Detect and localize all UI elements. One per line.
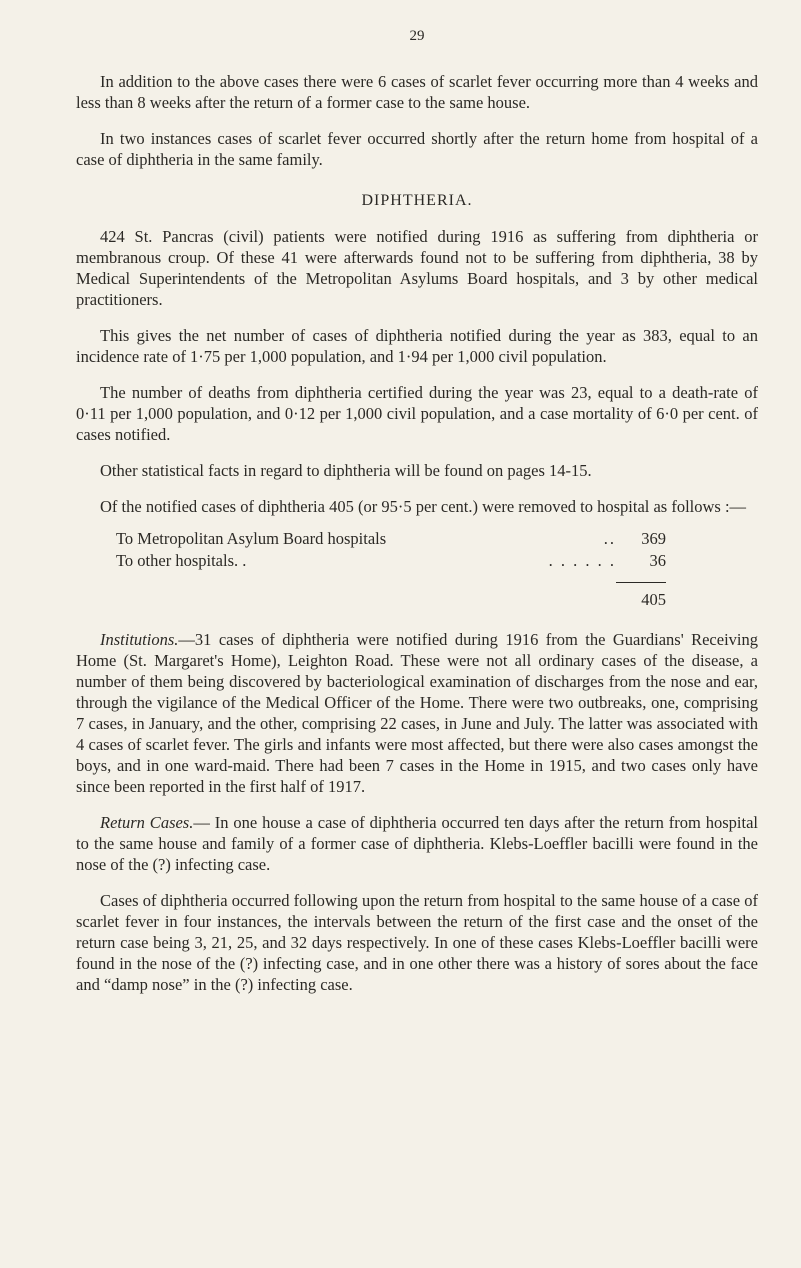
paragraph-statistics-reference: Other statistical facts in regard to diphtheria will be found on pages 14-15.: [100, 461, 592, 480]
section-heading-diphtheria: DIPHTHERIA.: [361, 192, 473, 209]
removals-table: [116, 528, 666, 611]
paragraph-scarlet-to-diphtheria: Cases of diphtheria occurred following upon the return from hospital to the same house of a case of scarlet fever in four instances, the intervals between the return of the first case and the onset of the return case being 3, 21, 25, and 32 days respectively. In one of these cases Klebs-Loeffler bacilli were found in the nose of the (?) infecting case, and in one other there was a history of sores about the face and “damp nose” in the (?) infecting case.: [76, 891, 758, 994]
removal-count: 369: [641, 529, 666, 548]
paragraph-return-cases: [76, 812, 758, 875]
document-page: [76, 28, 758, 1010]
removals-table-wrapper: [76, 528, 758, 611]
paragraph-removals-intro: Of the notified cases of diphtheria 405 (or 95·5 per cent.) were removed to hospital as follows :—: [100, 497, 747, 516]
paragraph-scarlet-after-diphtheria: In two instances cases of scarlet fever occurred shortly after the return home from hospital of a case of diphtheria in the same family.: [76, 129, 758, 169]
table-spacer: [116, 572, 666, 583]
removal-total: 405: [616, 583, 666, 612]
table-total-row: [116, 583, 666, 612]
paragraph-notifications: 424 St. Pancras (civil) patients were notified during 1916 as suffering from diphtheria or membranous croup. Of these 41 were afterwards found not to be suffering from diphtheria, 38 by Medical Superintendents of the Metropolitan Asylums Board hospitals, and 3 by other medical practitioners.: [76, 227, 758, 309]
page-number: 29: [409, 28, 425, 44]
leader-dots: . . . . . .: [548, 551, 616, 570]
return-cases-text: — In one house a case of diphtheria occurred ten days after the return from hospital to the same house and family of a former case of diphtheria. Klebs-Loeffler bacilli were found in the nose of the (?) infecting case.: [76, 813, 758, 874]
removal-destination: To other hospitals. .: [116, 551, 247, 570]
removal-destination: To Metropolitan Asylum Board hospitals: [116, 529, 387, 548]
return-cases-run-in-heading: Return Cases.: [100, 813, 194, 832]
paragraph-net-cases: This gives the net number of cases of diphtheria notified during the year as 383, equal to an incidence rate of 1·75 per 1,000 population, and 1·94 per 1,000 civil population.: [76, 326, 758, 366]
institutions-run-in-heading: Institutions.: [100, 630, 179, 649]
leader-dots: ..: [603, 529, 616, 548]
table-row: [116, 550, 666, 572]
institutions-text: —31 cases of diphtheria were notified during 1916 from the Guardians' Receiving Home (St. Margaret's Home), Leighton Road. These were not all ordinary cases of the disease, a number of them being discovered by bacteriological examination of discharges from the nose and ear, through the vigilance of the Medical Officer of the Home. There were two outbreaks, one, comprising 7 cases, in January, and the other, comprising 22 cases, in June and July. The latter was associated with 4 cases of scarlet fever. The girls and infants were most affected, but there were also cases amongst the boys, and in one ward-maid. There had been 7 cases in the Home in 1915, and two cases only have since been reported in the first half of 1917.: [76, 630, 758, 796]
paragraph-institutions: [76, 629, 758, 797]
paragraph-scarlet-late-cases: In addition to the above cases there were 6 cases of scarlet fever occurring more than 4 weeks and less than 8 weeks after the return of a former case to the same house.: [76, 72, 758, 112]
table-row: [116, 528, 666, 550]
paragraph-deaths: The number of deaths from diphtheria certified during the year was 23, equal to a death-rate of 0·11 per 1,000 population, and 0·12 per 1,000 civil population, and a case mortality of 6·0 per cent. of cases notified.: [76, 383, 758, 444]
removal-count: 36: [649, 551, 666, 570]
